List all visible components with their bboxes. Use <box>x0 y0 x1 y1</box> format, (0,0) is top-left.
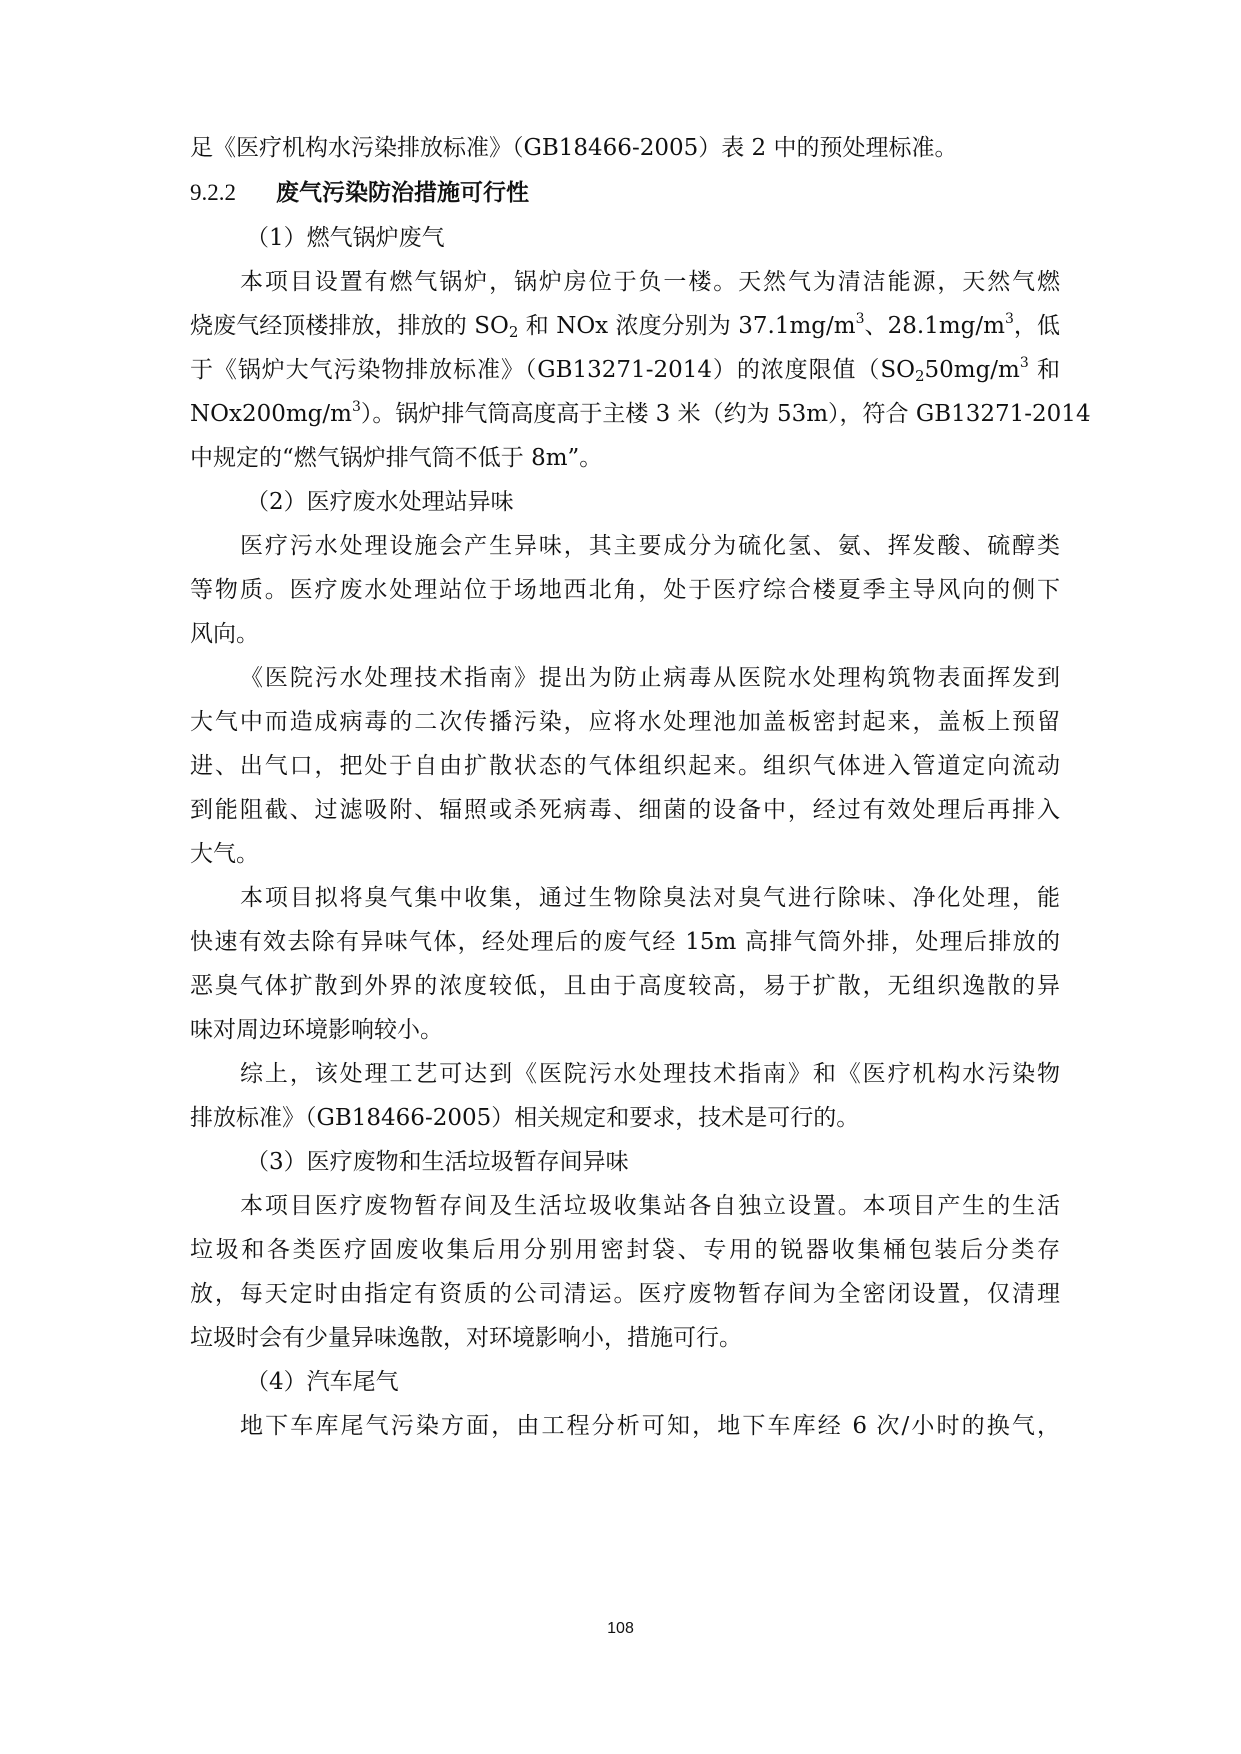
section-heading <box>190 178 1060 208</box>
section-number: 9.2.2 <box>190 180 236 205</box>
odor-p2-line-3: 进、出气口，把处于自由扩散状态的气体组织起来。组织气体进入管道定向流动 <box>190 753 1060 779</box>
text-span: 和 NOx 浓度分别为 37.1mg/m <box>518 313 856 339</box>
odor-p3-line-4: 味对周边环境影响较小。 <box>190 1017 443 1043</box>
odor-p2-line-4: 到能阻截、过滤吸附、辐照或杀死病毒、细菌的设备中，经过有效处理后再排入 <box>190 797 1060 823</box>
subsection-2-heading: （2）医疗废水处理站异味 <box>246 489 514 515</box>
subsection-4-heading: （4）汽车尾气 <box>246 1369 399 1395</box>
boiler-line-5: 中规定的“燃气锅炉排气筒不低于 8m”。 <box>190 445 603 471</box>
text-span: 和 <box>1028 357 1061 383</box>
odor-p1-line-1: 医疗污水处理设施会产生异味，其主要成分为硫化氢、氨、挥发酸、硫醇类 <box>240 533 1060 559</box>
odor-p2-line-2: 大气中而造成病毒的二次传播污染，应将水处理池加盖板密封起来，盖板上预留 <box>190 709 1060 735</box>
subsection-1-heading: （1）燃气锅炉废气 <box>246 225 445 251</box>
text-span: NOx200mg/m <box>190 401 352 427</box>
boiler-line-4 <box>190 399 1091 429</box>
odor-p2-line-5: 大气。 <box>190 841 259 867</box>
text-span: ，低 <box>1013 313 1060 339</box>
odor-p2-line-1: 《医院污水处理技术指南》提出为防止病毒从医院水处理构筑物表面挥发到 <box>240 665 1060 691</box>
text-span: ）。锅炉排气筒高度高于主楼 3 米（约为 53m），符合 GB13271-2014 <box>360 401 1091 427</box>
waste-line-2: 垃圾和各类医疗固废收集后用分别用密封袋、专用的锐器收集桶包装后分类存 <box>190 1237 1060 1263</box>
vehicle-line-1: 地下车库尾气污染方面，由工程分析可知，地下车库经 6 次/小时的换气， <box>240 1413 1060 1439</box>
boiler-line-3 <box>190 355 1060 385</box>
text-span: 、28.1mg/m <box>864 313 1005 339</box>
continued-line: 足《医疗机构水污染排放标准》（GB18466-2005）表 2 中的预处理标准。 <box>190 135 958 161</box>
superscript: 3 <box>351 399 361 415</box>
boiler-line-2 <box>190 311 1060 341</box>
text-span: 于《锅炉大气污染物排放标准》（GB13271-2014）的浓度限值（SO <box>190 357 915 383</box>
boiler-line-1: 本项目设置有燃气锅炉，锅炉房位于负一楼。天然气为清洁能源，天然气燃 <box>240 269 1060 295</box>
superscript: 3 <box>1004 311 1014 327</box>
odor-p4-line-1: 综上，该处理工艺可达到《医院污水处理技术指南》和《医疗机构水污染物 <box>240 1061 1060 1087</box>
odor-p3-line-2: 快速有效去除有异味气体，经处理后的废气经 15m 高排气筒外排，处理后排放的 <box>190 929 1060 955</box>
subsection-3-heading: （3）医疗废物和生活垃圾暂存间异味 <box>246 1149 629 1175</box>
waste-line-1: 本项目医疗废物暂存间及生活垃圾收集站各自独立设置。本项目产生的生活 <box>240 1193 1060 1219</box>
odor-p1-line-3: 风向。 <box>190 621 259 647</box>
waste-line-3: 放，每天定时由指定有资质的公司清运。医疗废物暂存间为全密闭设置，仅清理 <box>190 1281 1060 1307</box>
subscript: 2 <box>914 367 925 385</box>
text-span: 50mg/m <box>924 357 1020 383</box>
superscript: 3 <box>855 311 865 327</box>
waste-line-4: 垃圾时会有少量异味逸散，对环境影响小，措施可行。 <box>190 1325 742 1351</box>
page-number: 108 <box>607 1620 634 1637</box>
superscript: 3 <box>1019 355 1029 371</box>
section-title: 废气污染防治措施可行性 <box>276 180 529 206</box>
odor-p3-line-1: 本项目拟将臭气集中收集，通过生物除臭法对臭气进行除味、净化处理，能 <box>240 885 1060 911</box>
odor-p3-line-3: 恶臭气体扩散到外界的浓度较低，且由于高度较高，易于扩散，无组织逸散的异 <box>190 973 1060 999</box>
text-span: 烧废气经顶楼排放，排放的 SO <box>190 313 509 339</box>
odor-p4-line-2: 排放标准》（GB18466-2005）相关规定和要求，技术是可行的。 <box>190 1105 860 1131</box>
subscript: 2 <box>508 323 519 341</box>
odor-p1-line-2: 等物质。医疗废水处理站位于场地西北角，处于医疗综合楼夏季主导风向的侧下 <box>190 577 1060 603</box>
